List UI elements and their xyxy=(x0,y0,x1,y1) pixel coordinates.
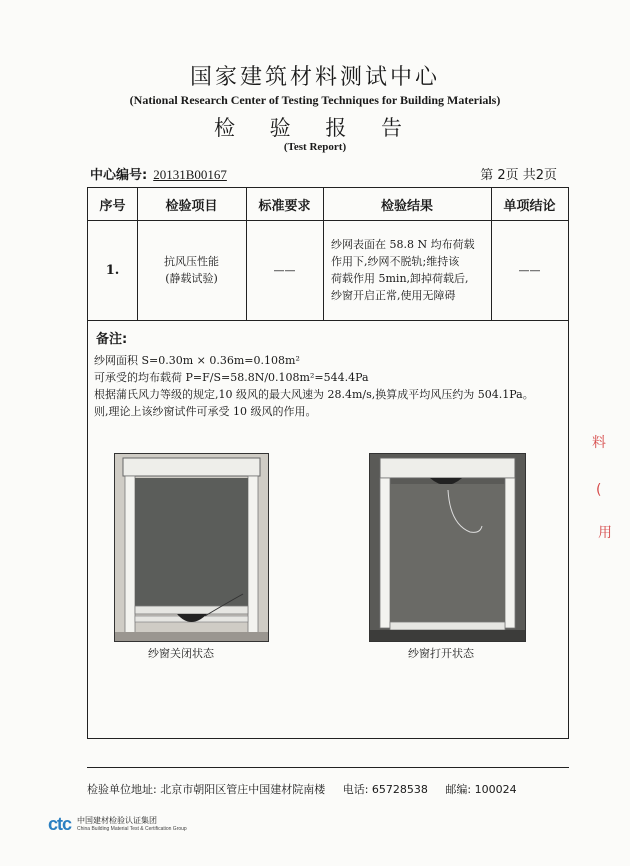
header-no: 序号 xyxy=(99,198,126,214)
open-window-photo xyxy=(369,453,526,642)
footer-divider xyxy=(87,767,569,768)
open-window-caption: 纱窗打开状态 xyxy=(408,647,474,660)
notes-line: 则,理论上该纱窗试件可承受 10 级风的作用。 xyxy=(94,405,317,418)
footer-contact xyxy=(87,781,531,797)
row-result xyxy=(323,220,491,320)
page-subtitle: (National Research Center of Testing Techniques for Building Materials) xyxy=(129,93,501,107)
logo-name-cn: 中国建材检验认证集团 xyxy=(77,815,158,825)
row-item-line: 抗风压性能 xyxy=(164,255,219,268)
header-result: 检验结果 xyxy=(380,198,433,214)
footer-phone: 电话: 65728538 xyxy=(342,783,428,796)
closed-window-photo xyxy=(114,453,269,642)
page-info: 第 2页 共2页 xyxy=(480,168,557,183)
notes-line: 根据蒲氏风力等级的规定,10 级风的最大风速为 28.4m/s,换算成平均风压约为 504.1Pa。 xyxy=(94,388,534,401)
closed-window-caption: 纱窗关闭状态 xyxy=(148,647,214,660)
row-item xyxy=(137,220,246,320)
header-conclusion: 单项结论 xyxy=(503,198,556,214)
footer-postcode: 邮编: 100024 xyxy=(445,783,517,796)
footer-address: 检验单位地址: 北京市朝阳区管庄中国建材院南楼 xyxy=(87,783,326,796)
logo-name-en: China Building Material Test & Certification Group xyxy=(77,825,187,832)
page-title: 国家建筑材料测试中心 xyxy=(189,65,440,90)
row-result-line: 纱窗开启正常,使用无障碍 xyxy=(331,289,456,302)
ctc-logo xyxy=(48,814,187,835)
stamp-char: 料 xyxy=(592,435,606,451)
notes-title: 备注: xyxy=(96,332,128,347)
header-requirement: 标准要求 xyxy=(258,198,311,214)
report-title-en: (Test Report) xyxy=(283,141,347,153)
logo-mark: ctc xyxy=(48,814,72,834)
row-no: 1. xyxy=(105,262,120,278)
row-result-line: 荷载作用 5min,卸掉荷载后, xyxy=(331,272,469,285)
stamp-char: ( xyxy=(596,482,602,498)
report-table xyxy=(87,187,569,739)
report-title: 检 验 报 告 xyxy=(213,116,417,140)
center-number xyxy=(90,164,227,183)
center-number-value: 20131B00167 xyxy=(153,167,227,182)
notes-line: 可承受的均布载荷 P=F/S=58.8N/0.108m²=544.4Pa xyxy=(94,371,369,384)
row-conclusion: —— xyxy=(518,263,541,277)
notes-line: 纱网面积 S=0.30m × 0.36m=0.108m² xyxy=(94,354,300,367)
red-seal-stamp xyxy=(588,432,618,562)
row-result-line: 纱网表面在 58.8 N 均布荷载 xyxy=(331,238,475,251)
row-item-line: (静载试验) xyxy=(165,272,218,285)
row-requirement: —— xyxy=(273,263,296,277)
center-number-label: 中心编号: xyxy=(90,168,148,183)
stamp-char: 用 xyxy=(598,525,612,541)
row-result-line: 作用下,纱网不脱轨;维持该 xyxy=(331,255,460,268)
divider xyxy=(88,320,568,321)
header-item: 检验项目 xyxy=(165,198,218,214)
